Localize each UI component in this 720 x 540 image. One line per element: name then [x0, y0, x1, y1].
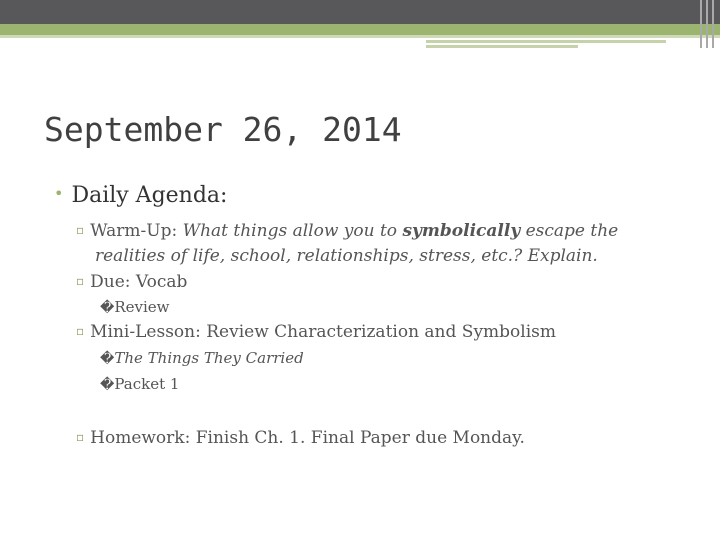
warmup-question-part1: What things allow you to	[182, 221, 403, 241]
homework-text: Homework: Finish Ch. 1. Final Paper due Monday.	[90, 428, 525, 448]
minilesson-item	[76, 322, 556, 342]
square-bullet-icon: ▫	[76, 223, 85, 237]
top-dark-band	[0, 0, 720, 24]
square-bullet-icon: ▫	[76, 430, 85, 444]
book-title-text: The Things They Carried	[114, 349, 304, 367]
top-light-stripe	[0, 35, 720, 38]
agenda-heading	[54, 183, 227, 208]
warmup-question-bold: symbolically	[402, 221, 521, 241]
replacement-char-icon: �	[100, 377, 115, 393]
due-item	[76, 272, 187, 292]
warmup-question-part2: escape the	[520, 221, 619, 241]
replacement-char-icon: �	[100, 300, 115, 316]
slide-title: September 26, 2014	[44, 110, 402, 149]
accent-stripe-1	[426, 40, 666, 43]
accent-stripe-2	[426, 45, 578, 48]
warmup-label: Warm-Up:	[90, 221, 183, 241]
corner-decoration	[696, 0, 720, 48]
replacement-char-icon: �	[100, 351, 115, 367]
top-green-band	[0, 24, 720, 35]
square-bullet-icon: ▫	[76, 324, 85, 338]
square-bullet-icon: ▫	[76, 274, 85, 288]
agenda-heading-text: Daily Agenda:	[71, 183, 228, 208]
due-subitem	[100, 298, 170, 316]
minilesson-subitem-1	[100, 349, 304, 367]
minilesson-subitem-2	[100, 375, 179, 393]
warmup-item	[76, 221, 618, 241]
packet-text: Packet 1	[114, 375, 180, 393]
due-text: Due: Vocab	[90, 272, 188, 292]
homework-item	[76, 428, 525, 448]
minilesson-text: Mini-Lesson: Review Characterization and Symbolism	[90, 322, 556, 342]
due-sub-text: Review	[114, 298, 170, 316]
bullet-dot-icon: •	[54, 184, 64, 203]
warmup-question-line2: realities of life, school, relationships, stress, etc.? Explain.	[95, 246, 598, 266]
